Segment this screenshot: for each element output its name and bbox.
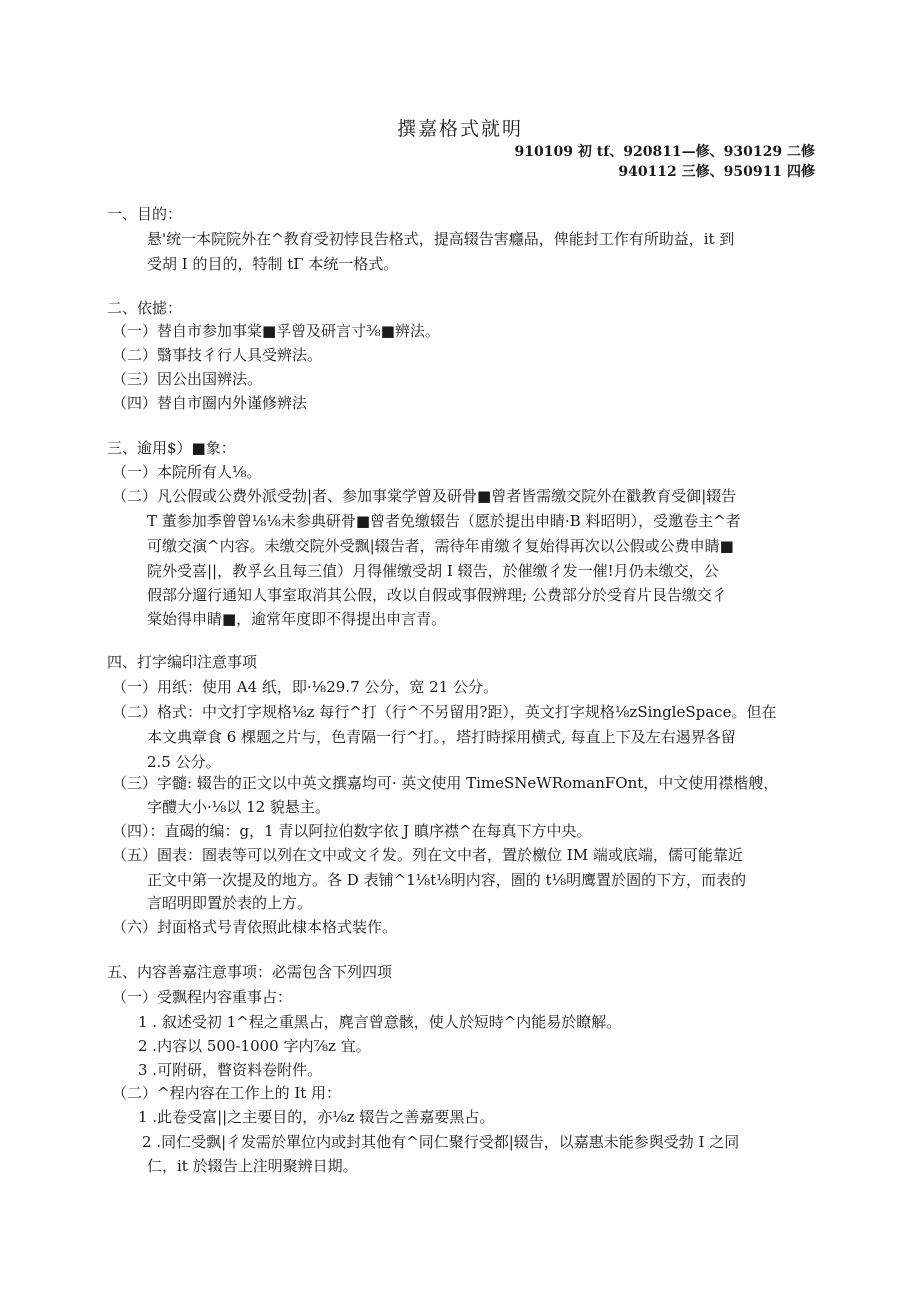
section-1-body-line-1: 悬'统一本院院外在^教育受初悖艮告格式，提高辍告害癮品，俾能封工作有所助益，it 到 [147,230,735,248]
section-4-item-6: （六）封面格式号青依照此棣本格式装作。 [112,918,398,936]
section-5-sub-2-item-1: 1 .此卷受富||之主要目的，亦⅛z 辍告之善嘉要黑占。 [138,1108,495,1126]
section-2-item: （一）替自市参加事棠■孚曾及研言寸⅜■辨法。 [112,322,440,340]
section-4-item-5-line-2: 正文中第一次提及的地方。各 D 表铺^1⅛t⅛明内容，圄的 t⅛明鹰置於圄的下方，而表的 [147,871,747,889]
section-4-item-2-line-1: （二）格式：中文打字规格⅛z 每行^打（行^不另留用?距），英文打字规格⅛zSingleSpace。但在 [112,703,777,721]
section-3-heading: 三、逾用$）■象： [107,439,236,457]
section-4-item-4: （四）：直碣的编：g，1 青以阿拉伯数字依 J 瞋序襟^在每真下方中央。 [112,822,592,840]
section-3-item-2-line-1: （二）凡公假或公费外派受勃|者、参加事棠学曾及研骨■曾者皆需缴交院外在戳教育受御|辍告 [112,487,737,505]
section-2-item: （四）替自市圈内外谨修辨法 [112,394,308,412]
section-3-item-2-line-5: 假部分遛行通知人事室取消其公假，改以自假或事假辨理; 公费部分於受育片艮告缴交彳 [147,586,727,604]
section-4-item-1: （一）用纸：使用 A4 纸，即·⅛29.7 公分，宽 21 公分。 [112,678,499,696]
section-4-item-5-line-1: （五）圄表：圄表等可以列在文中或文彳发。列在文中者，置於檄位 IM 端或底端，儒可能靠近 [112,846,743,864]
section-4-item-5-line-3: 言昭明即置於表的上方。 [147,894,313,912]
section-4-item-3-line-1: （三）字髓: 辍告的正文以中英文撰嘉均可· 英文使用 TimeSNeWRomanFOnt，中文使用襟楷艘， [112,774,779,792]
section-5-sub-2-item-2-line-1: 2 .同仁受飘|彳发需於單位内或封其他有^同仁聚行受都|辍告，以嘉惠未能参舆受勃 I 之同 [142,1133,740,1151]
section-4-item-2-line-2: 本文典章食 6 棵题之片与，色青隔一行^打。，塔打時採用横式, 每直上下及左右遏界各留 [147,728,736,746]
section-3-item-2-line-4: 院外受喜||，教孚幺且每三值）月得催缴受胡 I 辍告，於催缴彳发一催!月仍未缴交，公 [147,562,719,580]
section-2-heading: 二、依摅： [107,299,183,317]
section-5-sub-2-item-2-line-2: 仁，it 於辍告上注明聚辨日期。 [147,1157,358,1175]
section-5-heading: 五、内容善嘉注意事项：必需包含下列四项 [107,963,393,981]
section-3-item-2-line-6: 棠始得申睛■，逾常年度即不得提出申言青。 [147,610,447,628]
section-5-sub-2: （二）^程内容在工作上的 It 用： [112,1084,342,1102]
revision-history-line-2: 940112 三修、950911 四修 [618,164,815,180]
section-2-item: （二）翳事技彳行人具受辨法。 [112,346,323,364]
section-5-sub-1-item-3: 3 .可附研，瞥资料卷附件。 [138,1061,323,1079]
section-4-heading: 四、打字编印注意事项 [107,653,258,671]
revision-history-line-1: 910109 初 tf、920811—修、930129 二修 [514,144,815,160]
section-4-item-3-line-2: 字醴大小·⅛以 12 貌悬主。 [147,798,330,816]
section-2-item: （三）因公出国辨法。 [112,370,263,388]
section-5-sub-1: （一）受飘程内容重事占： [112,988,293,1006]
section-3-item-1: （一）本院所有人⅛。 [112,463,262,481]
section-1-body-line-2: 受胡 I 的目的，特制 tΓ 本统一格式。 [147,255,399,273]
section-5-sub-1-item-1: 1 . 叙述受初 1^程之重黑占，麂言曾意骸，使人於短時^内能易於瞭解。 [138,1013,622,1031]
section-3-item-2-line-3: 可缴交演^内容。未缴交院外受飘|辍告者，需待年甫缴彳复始得再次以公假或公费申睛■ [147,537,734,555]
section-5-sub-1-item-2: 2 .内容以 500-1000 字内⅞z 宜。 [138,1037,371,1055]
section-1-heading: 一、目的： [107,205,183,223]
document-title: 撰嘉格式就明 [396,118,523,140]
section-3-item-2-line-2: T 董参加季曾曾⅛⅛未参典研骨■曾者免缴辍告（愿於提出申睛·B 料昭明），受邀卷主^者 [147,512,741,530]
section-4-item-2-line-3: 2.5 公分。 [147,753,221,771]
